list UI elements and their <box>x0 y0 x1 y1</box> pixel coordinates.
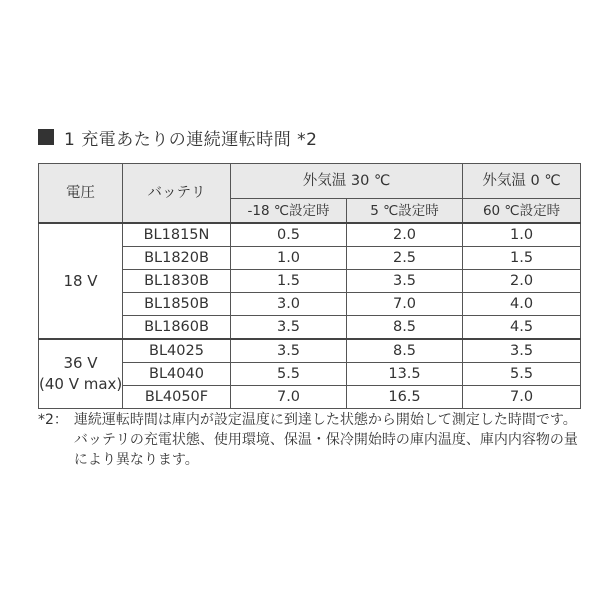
value-cell: 1.5 <box>463 247 581 270</box>
battery-cell: BL4040 <box>123 363 231 386</box>
value-cell: 4.5 <box>463 316 581 340</box>
voltage-label: 18 V <box>63 271 98 290</box>
voltage-sublabel: (40 V max) <box>39 375 123 393</box>
value-cell: 2.0 <box>463 270 581 293</box>
value-cell: 8.5 <box>347 316 463 340</box>
table-body <box>39 223 581 409</box>
value-cell: 3.5 <box>347 270 463 293</box>
battery-cell: BL4025 <box>123 339 231 363</box>
battery-cell: BL1830B <box>123 270 231 293</box>
value-cell: 3.0 <box>231 293 347 316</box>
runtime-table <box>38 163 581 409</box>
battery-cell: BL1850B <box>123 293 231 316</box>
value-cell: 2.5 <box>347 247 463 270</box>
header-voltage: 電圧 <box>39 164 123 224</box>
footnote-text: 連続運転時間は庫内が設定温度に到達した状態から開始して測定した時間です。バッテリの充電状態、使用環境、保温・保冷開始時の庫内温度、庫内内容物の量により異なります。 <box>73 412 578 468</box>
table-header <box>39 164 581 224</box>
battery-cell: BL1860B <box>123 316 231 340</box>
value-cell: 2.0 <box>347 223 463 247</box>
voltage-group-36v <box>39 339 123 409</box>
footnote <box>38 410 583 470</box>
header-setting-60: 60 ℃設定時 <box>463 199 581 224</box>
value-cell: 13.5 <box>347 363 463 386</box>
value-cell: 5.5 <box>231 363 347 386</box>
value-cell: 3.5 <box>231 316 347 340</box>
voltage-group-18v <box>39 223 123 339</box>
header-temp-30: 外気温 30 ℃ <box>231 164 463 199</box>
table-row <box>39 223 581 247</box>
value-cell: 7.0 <box>231 386 347 409</box>
value-cell: 4.0 <box>463 293 581 316</box>
value-cell: 7.0 <box>463 386 581 409</box>
value-cell: 7.0 <box>347 293 463 316</box>
battery-cell: BL4050F <box>123 386 231 409</box>
table-row <box>39 339 581 363</box>
value-cell: 1.5 <box>231 270 347 293</box>
header-setting-minus18: -18 ℃設定時 <box>231 199 347 224</box>
value-cell: 0.5 <box>231 223 347 247</box>
value-cell: 5.5 <box>463 363 581 386</box>
page-title <box>38 126 317 148</box>
header-temp-0: 外気温 0 ℃ <box>463 164 581 199</box>
value-cell: 3.5 <box>231 339 347 363</box>
value-cell: 1.0 <box>463 223 581 247</box>
footnote-mark: *2： <box>38 412 68 428</box>
value-cell: 1.0 <box>231 247 347 270</box>
page-title-text: 1 充電あたりの連続運転時間 *2 <box>64 129 318 150</box>
value-cell: 16.5 <box>347 386 463 409</box>
header-battery: バッテリ <box>123 164 231 224</box>
value-cell: 8.5 <box>347 339 463 363</box>
battery-cell: BL1820B <box>123 247 231 270</box>
value-cell: 3.5 <box>463 339 581 363</box>
square-bullet-icon <box>38 129 54 145</box>
header-setting-5: 5 ℃設定時 <box>347 199 463 224</box>
voltage-label: 36 V <box>63 354 98 372</box>
battery-cell: BL1815N <box>123 223 231 247</box>
